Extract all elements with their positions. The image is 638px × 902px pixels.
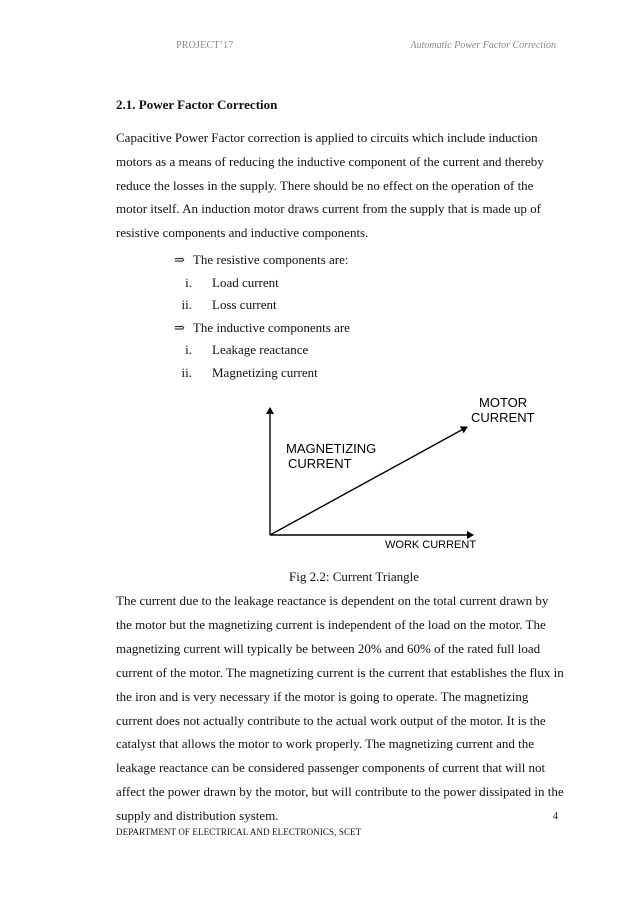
paragraph-line: The current due to the leakage reactance is dependent on the total current drawn by [116,593,549,608]
header-project: PROJECT’17 [176,40,234,51]
motor-current-label: MOTOR [479,395,528,410]
bullet-resistive [174,252,349,268]
paragraph-line: resistive components and inductive components. [116,225,369,241]
list-item: Leakage reactance [212,342,309,357]
bullet-inductive [174,320,350,336]
paragraph-line: motors as a means of reducing the inductive component of the current and thereby [116,153,544,169]
paragraph-line: current does not actually contribute to the actual work output of the motor. It is the [116,712,546,728]
paragraph-line: reduce the losses in the supply. There should be no effect on the operation of the [116,177,534,193]
bullet-inductive-text: The inductive components are [192,320,350,335]
paragraph-line: motor itself. An induction motor draws current from the supply that is made up of [116,201,541,217]
paragraph-line: affect the power drawn by the motor, but will contribute to the power dissipated in the [116,784,564,800]
work-current-label: WORK CURRENT [385,539,477,551]
magnetizing-current-label: CURRENT [288,456,352,471]
page-number: 4 [553,811,558,822]
implies-arrow-icon: ⇒ [174,252,185,267]
list-number: ii. [181,365,192,380]
paragraph-line: leakage reactance can be considered passenger components of current that will not [116,760,546,776]
list-number: ii. [181,297,192,312]
implies-arrow-icon: ⇒ [174,320,185,335]
paragraph-body [116,589,564,828]
paragraph-line: current of the motor. The magnetizing current is the current that establishes the flux in [116,664,564,680]
paragraph-line: the iron and is very necessary if the motor is going to operate. The magnetizing [116,688,529,704]
paragraph-line: magnetizing current will typically be between 20% and 60% of the rated full load [116,640,541,656]
list-number: i. [185,342,192,357]
list-item: Magnetizing current [212,365,318,380]
figure-caption: Fig 2.2: Current Triangle [289,569,420,584]
motor-current-label: CURRENT [471,410,535,425]
magnetizing-current-label: MAGNETIZING [286,441,377,456]
paragraph-line: supply and distribution system. [116,808,279,824]
section-title: 2.1. Power Factor Correction [116,97,278,112]
header-title: Automatic Power Factor Correction [410,40,556,51]
paragraph-line: catalyst that allows the motor to work properly. The magnetizing current and the [116,736,535,752]
paragraph-line: the motor but the magnetizing current is independent of the load on the motor. The [116,616,546,632]
footer-department: DEPARTMENT OF ELECTRICAL AND ELECTRONICS, SCET [116,827,362,837]
list-item: Loss current [212,297,277,312]
current-triangle-diagram [255,390,535,551]
list-item: Load current [212,275,279,290]
list-number: i. [185,275,192,290]
bullet-resistive-text: The resistive components are: [192,252,349,267]
paragraph-line: Capacitive Power Factor correction is applied to circuits which include induction [116,130,538,145]
paragraph-intro [116,126,564,245]
